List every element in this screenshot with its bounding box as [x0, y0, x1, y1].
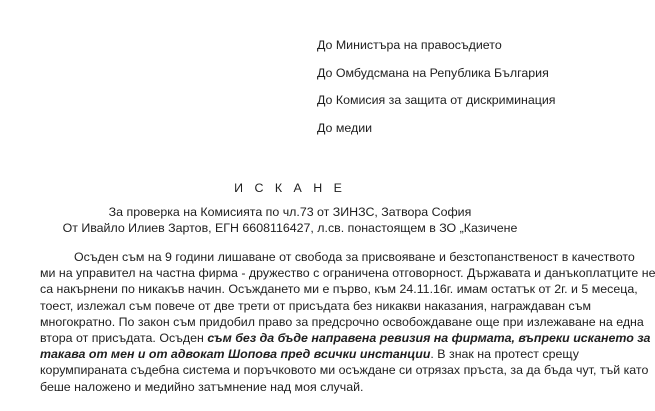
body-line-3: са накърнени по никакъв начин. Осъждането ми е първо, към 24.11.16г. имам остатък от 2г. и 5 месеца, — [40, 282, 638, 297]
subject-line-2: От Ивайло Илиев Зартов, ЕГН 6608116427, л.св. понастоящем в ЗО „Казичене — [62, 221, 518, 235]
body-line-8: корумпираната съдебна система и поръчковото ми осъждане си отрязах пръста, за да бъда чут, тъй като — [40, 363, 649, 378]
recipient-media: До медии — [317, 120, 373, 135]
body-line-5: многократно. По закон съм придобил право за предсрочно освобождаване още при излежаване на една — [40, 314, 644, 329]
body-line-4: тоест, излежал съм повече от две трети от присъдата без никакви наказания, награждаван съм — [40, 298, 591, 313]
body-line-2: ми на управител на частна фирма - дружество с ограничена отговорност. Държавата и данъкоплатците не — [40, 266, 655, 281]
document-title: И С К А Н Е — [234, 181, 346, 195]
body-line-6-text: втора от присъдата. Осъден — [40, 330, 208, 345]
subject-block — [0, 204, 580, 236]
body-paragraph — [40, 249, 655, 395]
recipient-minister: До Министъра на правосъдието — [317, 38, 502, 52]
subject-line-1: За проверка на Комисията по чл.73 от ЗИНЗС, Затвора София — [108, 205, 472, 219]
body-line-7 — [40, 346, 579, 362]
body-line-7-emphasis: такава от мен и от адвокат Шопова пред всички инстанции — [40, 347, 431, 362]
body-line-6 — [40, 330, 651, 346]
body-line-1: Осъден съм на 9 години лишаване от свобода за присвояване и безстопанственост в качеството — [74, 250, 635, 264]
recipient-ombudsman: До Омбудсмана на Република България — [317, 65, 549, 80]
recipient-commission: До Комисия за защита от дискриминация — [317, 93, 556, 107]
recipients-block — [317, 35, 577, 145]
body-line-6-emphasis: съм без да бъде направена ревизия на фирмата, въпреки искането за — [207, 330, 651, 345]
body-line-9: беше наложено и медийно затъмнение над моя случай. — [40, 379, 364, 394]
body-line-7-text: . В знак на протест срещу — [430, 347, 579, 362]
